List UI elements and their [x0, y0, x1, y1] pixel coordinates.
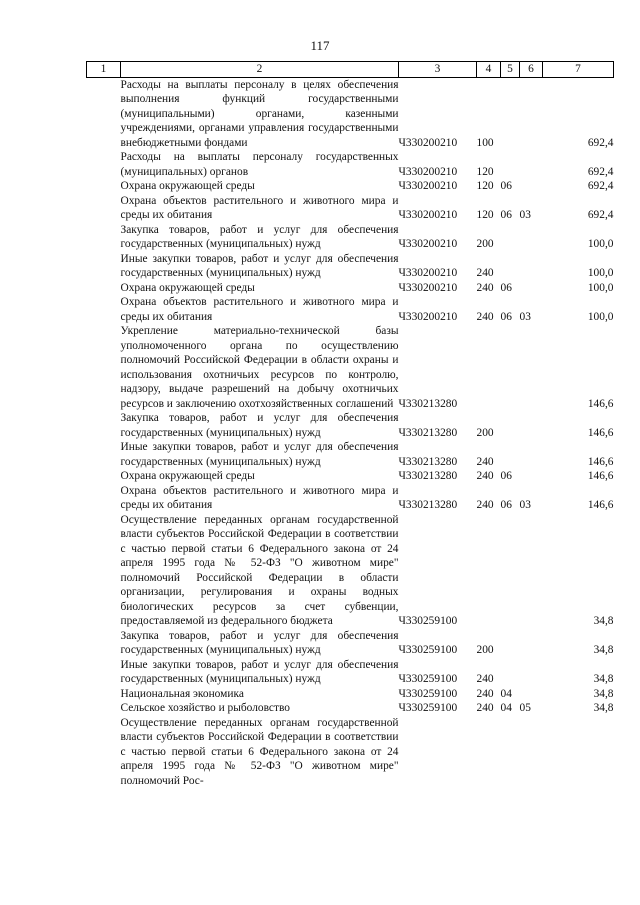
table-header-row [87, 62, 614, 78]
row-blank-cell [87, 484, 121, 513]
row-expense-type [477, 716, 501, 789]
budget-table [86, 61, 614, 788]
row-name: Охрана объектов растительного и животного мира и среды их обитания [120, 194, 399, 221]
table-row [87, 324, 614, 411]
row-expense-type [477, 513, 501, 629]
row-target-article: Ч330200210 [398, 310, 458, 323]
row-section: 06 [500, 499, 512, 511]
row-subsection [520, 658, 543, 687]
row-expense-type: 120 [476, 209, 494, 221]
row-section: 04 [500, 687, 512, 700]
row-expense-type: 240 [476, 455, 494, 468]
row-section [501, 324, 520, 411]
row-name: Иные закупки товаров, работ и услуг для обеспечения государственных (муниципальных) нужд [120, 658, 399, 685]
row-name: Национальная экономика [120, 687, 244, 700]
row-expense-type: 240 [476, 281, 494, 294]
row-blank-cell [87, 687, 121, 702]
table-row [87, 295, 614, 324]
row-section [501, 77, 520, 150]
table-row [87, 150, 614, 179]
row-target-article: Ч330259100 [398, 644, 458, 656]
row-expense-type: 240 [476, 267, 494, 279]
row-target-article: Ч330200210 [398, 267, 458, 279]
row-subsection [520, 179, 543, 194]
row-subsection [520, 223, 543, 252]
table-row [87, 513, 614, 629]
row-section: 04 [500, 702, 512, 714]
row-blank-cell [87, 716, 121, 789]
row-subsection: 05 [519, 702, 531, 714]
row-subsection [520, 440, 543, 469]
row-subsection: 03 [519, 310, 531, 323]
row-amount: 692,4 [587, 209, 614, 221]
row-name: Осуществление переданных органам государственной власти субъектов Российской Федерации в соответствии с частью первой статьи 6 Федерального закона от 24 апреля 1995 года № 52-ФЗ "О животном мире" полномочий Российской Федерации в области организации, регулирования и охраны водных биологических ресурсов за счет субвенции, предоставляемой из федерального бюджета [120, 513, 399, 627]
row-subsection [520, 687, 543, 702]
row-amount: 146,6 [587, 397, 614, 410]
row-amount: 100,0 [587, 267, 614, 279]
row-blank-cell [87, 701, 121, 716]
header-cell: 5 [501, 62, 520, 78]
row-expense-type: 120 [476, 165, 494, 178]
table-row [87, 687, 614, 702]
row-blank-cell [87, 658, 121, 687]
row-blank-cell [87, 77, 121, 150]
row-target-article: Ч330200210 [398, 281, 458, 294]
header-cell: 7 [543, 62, 614, 78]
table-row [87, 440, 614, 469]
row-name: Охрана окружающей среды [120, 180, 255, 192]
row-section [501, 150, 520, 179]
row-name: Расходы на выплаты персоналу государственных (муниципальных) органов [120, 151, 399, 178]
row-subsection [520, 513, 543, 629]
row-target-article: Ч330213280 [398, 470, 458, 482]
row-expense-type [477, 324, 501, 411]
row-target-article: Ч330200210 [398, 180, 458, 192]
row-section: 06 [500, 310, 512, 323]
row-blank-cell [87, 295, 121, 324]
row-amount: 692,4 [587, 136, 614, 149]
row-name: Иные закупки товаров, работ и услуг для обеспечения государственных (муниципальных) нужд [120, 441, 399, 468]
row-blank-cell [87, 513, 121, 629]
row-section [501, 513, 520, 629]
table-row [87, 77, 614, 150]
header-cell: 6 [520, 62, 543, 78]
row-section [501, 629, 520, 658]
row-subsection [520, 411, 543, 440]
row-blank-cell [87, 223, 121, 252]
row-name: Охрана объектов растительного и животного мира и среды их обитания [120, 484, 399, 511]
row-expense-type: 100 [476, 136, 494, 149]
row-subsection: 03 [519, 209, 531, 221]
row-target-article: Ч330213280 [398, 426, 458, 439]
row-blank-cell [87, 281, 121, 296]
row-name: Осуществление переданных органам государственной власти субъектов Российской Федерации в соответствии с частью первой статьи 6 Федерального закона от 24 апреля 1995 года № 52-ФЗ "О животном мире" полномочий Рос- [120, 716, 399, 787]
table-row [87, 411, 614, 440]
page-number: 117 [310, 38, 330, 53]
table-row [87, 629, 614, 658]
row-amount: 100,0 [587, 310, 614, 323]
row-expense-type: 240 [476, 310, 494, 323]
row-subsection [520, 150, 543, 179]
row-name: Охрана окружающей среды [120, 470, 255, 482]
row-target-article: Ч330213280 [398, 455, 458, 468]
row-section [501, 223, 520, 252]
row-target-article: Ч330259100 [398, 615, 458, 627]
row-blank-cell [87, 150, 121, 179]
table-row [87, 484, 614, 513]
row-name: Иные закупки товаров, работ и услуг для обеспечения государственных (муниципальных) нужд [120, 252, 399, 279]
row-name: Закупка товаров, работ и услуг для обеспечения государственных (муниципальных) нужд [120, 629, 399, 656]
row-name: Сельское хозяйство и рыболовство [120, 702, 290, 714]
row-subsection [520, 77, 543, 150]
row-section: 06 [500, 281, 512, 294]
row-amount: 34,8 [593, 702, 614, 714]
table-row [87, 179, 614, 194]
row-expense-type: 240 [476, 673, 494, 685]
row-blank-cell [87, 324, 121, 411]
row-section: 06 [500, 470, 512, 482]
row-target-article: Ч330259100 [398, 687, 458, 700]
row-subsection: 03 [519, 499, 531, 511]
row-amount: 146,6 [587, 499, 614, 511]
header-cell: 3 [399, 62, 477, 78]
row-name: Укрепление материально-технической базы уполномоченного органа по осуществлению полномочий Российской Федерации в области охраны и использования охотничьих ресурсов по контролю, надзору, выдаче разрешений на добычу охотничьих ресурсов и заключению охотхозяйственных соглашений [120, 325, 399, 410]
row-amount: 146,6 [587, 470, 614, 482]
row-section [501, 252, 520, 281]
row-name: Закупка товаров, работ и услуг для обеспечения государственных (муниципальных) нужд [120, 223, 399, 250]
row-amount: 100,0 [587, 238, 614, 250]
row-section: 06 [500, 209, 512, 221]
row-amount [543, 716, 614, 789]
row-subsection [520, 716, 543, 789]
row-expense-type: 200 [476, 238, 494, 250]
row-blank-cell [87, 411, 121, 440]
row-name: Закупка товаров, работ и услуг для обеспечения государственных (муниципальных) нужд [120, 412, 399, 439]
row-name: Охрана окружающей среды [120, 281, 255, 294]
row-target-article: Ч330259100 [398, 673, 458, 685]
row-blank-cell [87, 252, 121, 281]
row-expense-type: 240 [476, 499, 494, 511]
row-subsection [520, 252, 543, 281]
table-row [87, 701, 614, 716]
table-row [87, 281, 614, 296]
row-target-article: Ч330200210 [398, 136, 458, 149]
row-target-article: Ч330213280 [398, 499, 458, 511]
row-name: Охрана объектов растительного и животного мира и среды их обитания [120, 296, 399, 323]
row-amount: 692,4 [587, 180, 614, 192]
row-blank-cell [87, 629, 121, 658]
row-amount: 146,6 [587, 455, 614, 468]
row-target-article: Ч330213280 [398, 397, 458, 410]
row-blank-cell [87, 469, 121, 484]
table-row [87, 716, 614, 789]
row-amount: 34,8 [593, 673, 614, 685]
row-target-article [399, 716, 477, 789]
header-cell: 1 [87, 62, 121, 78]
row-expense-type: 240 [476, 702, 494, 714]
row-section [501, 716, 520, 789]
row-expense-type: 240 [476, 470, 494, 482]
row-target-article: Ч330200210 [398, 209, 458, 221]
row-expense-type: 120 [476, 180, 494, 192]
row-name: Расходы на выплаты персоналу в целях обеспечения выполнения функций государственными (муниципальными) органами, казенными учреждениями, органами управления государственными внебюджетными фондами [120, 78, 399, 149]
row-expense-type: 200 [476, 644, 494, 656]
row-expense-type: 200 [476, 426, 494, 439]
row-blank-cell [87, 179, 121, 194]
table-row [87, 194, 614, 223]
row-target-article: Ч330200210 [398, 165, 458, 178]
header-cell: 2 [121, 62, 399, 78]
row-blank-cell [87, 194, 121, 223]
table-row [87, 469, 614, 484]
row-section [501, 411, 520, 440]
row-amount: 34,8 [593, 644, 614, 656]
row-subsection [520, 629, 543, 658]
row-expense-type: 240 [476, 687, 494, 700]
table-row [87, 658, 614, 687]
row-amount: 692,4 [587, 165, 614, 178]
row-amount: 34,8 [593, 615, 614, 627]
row-subsection [520, 469, 543, 484]
row-target-article: Ч330259100 [398, 702, 458, 714]
row-section [501, 440, 520, 469]
table-row [87, 223, 614, 252]
row-blank-cell [87, 440, 121, 469]
row-target-article: Ч330200210 [398, 238, 458, 250]
row-amount: 34,8 [593, 687, 614, 700]
row-section: 06 [500, 180, 512, 192]
table-row [87, 252, 614, 281]
header-cell: 4 [477, 62, 501, 78]
row-subsection [520, 324, 543, 411]
row-section [501, 658, 520, 687]
row-amount: 100,0 [587, 281, 614, 294]
row-amount: 146,6 [587, 426, 614, 439]
row-subsection [520, 281, 543, 296]
